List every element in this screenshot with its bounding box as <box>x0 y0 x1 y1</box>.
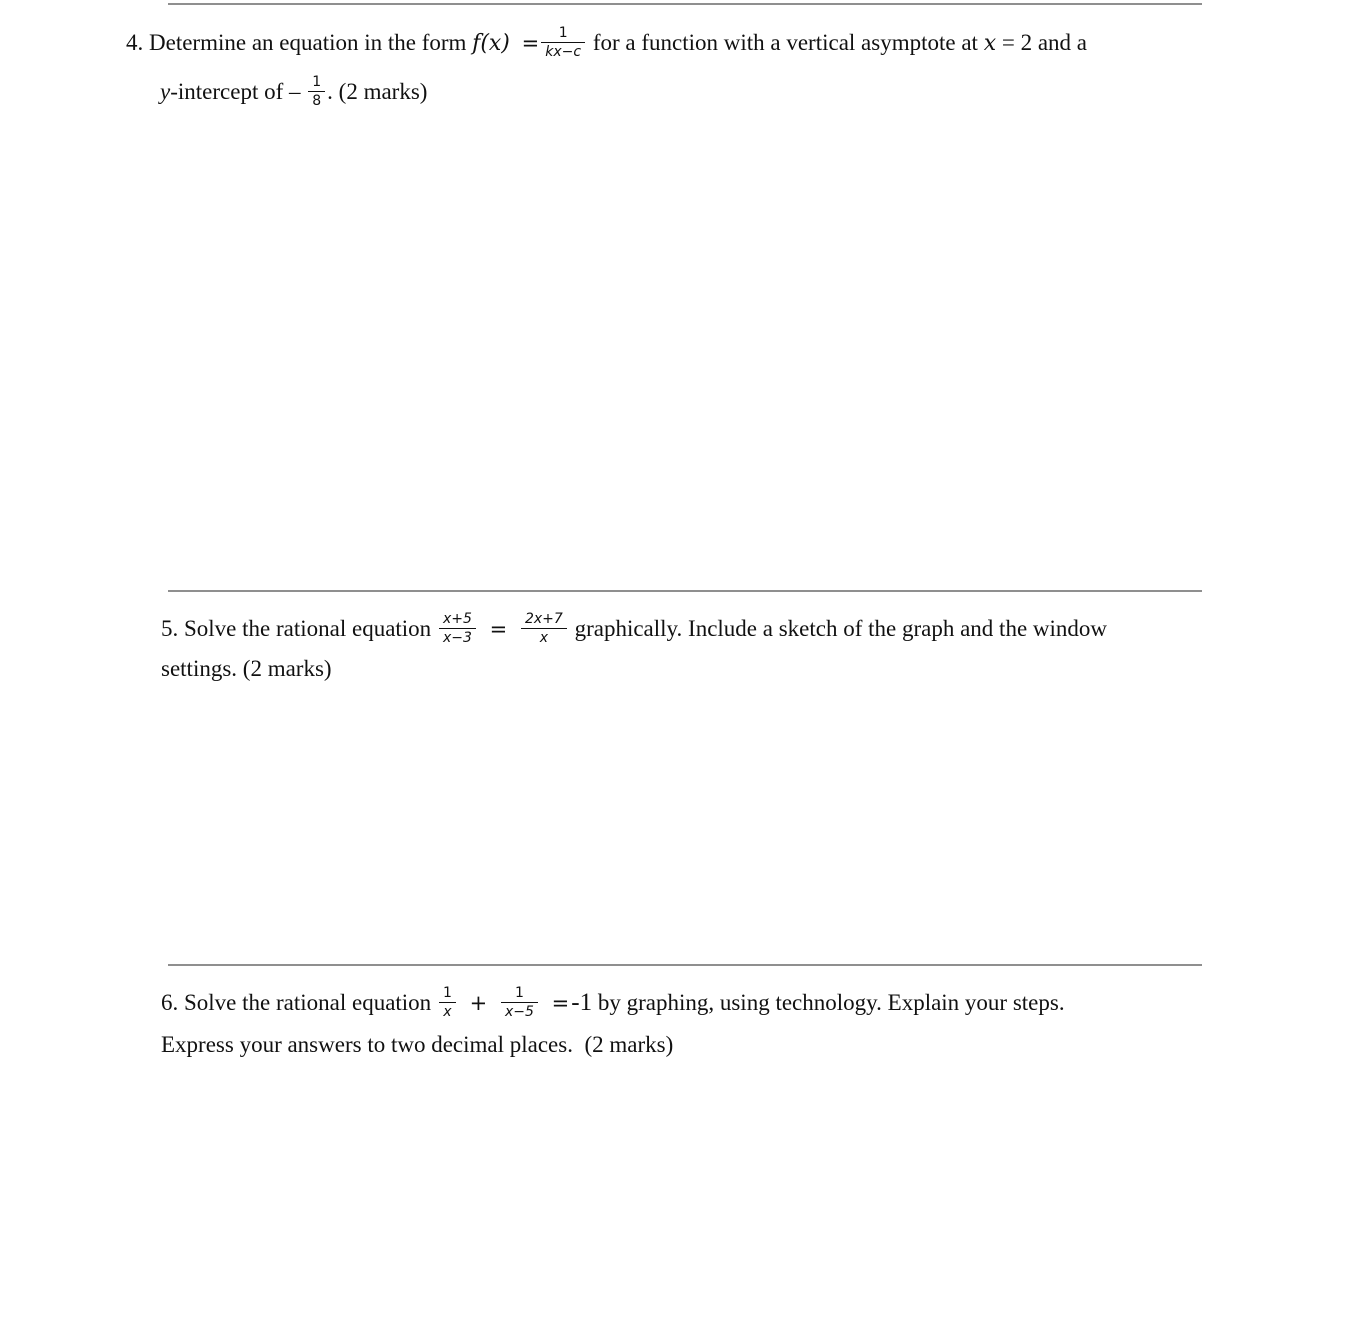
question-5-rhs-fraction <box>521 612 567 645</box>
question-5-lhs-fraction <box>439 612 476 645</box>
question-6-first-denominator: x <box>443 1004 452 1020</box>
question-4-function-fraction <box>541 26 585 59</box>
question-5-rhs-numerator: 2x+7 <box>521 612 567 629</box>
question-4-text-after: for a function with a vertical asymptote at <box>592 29 978 55</box>
question-4-variable-y: y <box>160 78 171 104</box>
question-5-number: 5. <box>161 615 179 641</box>
question-6-plus: + <box>469 990 488 1015</box>
question-4-intercept-fraction <box>308 75 325 108</box>
question-6-second-numerator: 1 <box>501 986 538 1003</box>
question-4-variable-x: x <box>983 30 997 56</box>
question-5-text-after: graphically. Include a sketch of the graph and the window <box>574 615 1108 641</box>
question-5-rhs-denominator: x <box>539 630 549 646</box>
divider-question-5 <box>168 590 1202 592</box>
question-5-intro: Solve the rational equation <box>184 615 432 641</box>
question-4-line-1 <box>126 25 1088 61</box>
question-4-line-2 <box>160 74 428 110</box>
top-divider <box>168 3 1202 5</box>
question-5-line-2 <box>161 655 332 683</box>
question-6-marks: Express your answers to two decimal places. (2 marks) <box>161 1032 674 1057</box>
question-4-marks: . (2 marks) <box>327 78 428 104</box>
question-4-intercept-denominator: 8 <box>312 93 322 109</box>
question-4-equals: = <box>521 30 540 55</box>
question-4-number: 4. <box>126 29 144 55</box>
question-6-line-2 <box>161 1031 673 1059</box>
question-4-fraction-denominator: kx−c <box>545 44 582 60</box>
question-6-second-denominator: x−5 <box>504 1004 534 1020</box>
question-6-rhs: -1 <box>571 988 593 1016</box>
question-4-fraction-numerator: 1 <box>541 26 585 43</box>
question-5-lhs-numerator: x+5 <box>439 612 476 629</box>
question-4-intercept-numerator: 1 <box>308 75 325 92</box>
question-4-function-lhs: f(x) <box>472 30 510 56</box>
question-4-intercept-text: -intercept of – <box>170 78 301 104</box>
question-4-asymptote-rhs: = 2 and a <box>1001 29 1088 55</box>
question-6-intro: Solve the rational equation <box>184 989 432 1015</box>
question-6-second-fraction <box>501 986 538 1019</box>
question-6-equals: = <box>551 990 570 1015</box>
question-4-intro: Determine an equation in the form <box>149 29 467 55</box>
question-5-line-1 <box>161 611 1108 647</box>
question-6-first-numerator: 1 <box>439 986 456 1003</box>
question-5-lhs-denominator: x−3 <box>442 630 472 646</box>
question-6-text-after: by graphing, using technology. Explain your steps. <box>597 989 1065 1015</box>
question-6-number: 6. <box>161 989 179 1015</box>
divider-question-6 <box>168 964 1202 966</box>
question-6-first-fraction <box>439 986 456 1019</box>
question-6-line-1 <box>161 985 1065 1021</box>
question-5-marks: settings. (2 marks) <box>161 656 332 681</box>
question-5-equals: = <box>489 616 508 641</box>
